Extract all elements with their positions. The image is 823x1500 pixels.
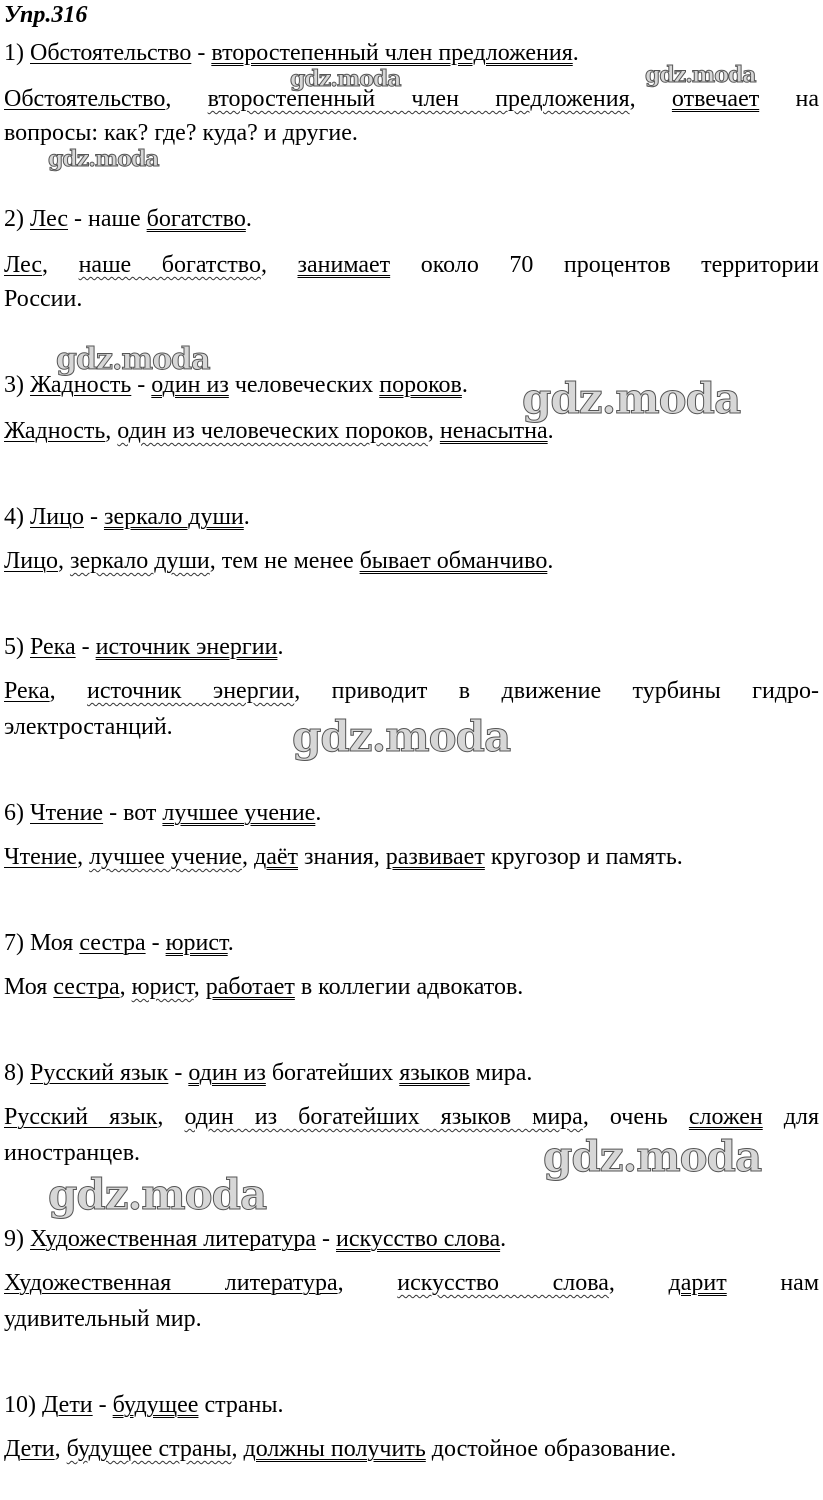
text-run: страны. [198, 1392, 284, 1418]
watermark: gdz.moda [543, 1132, 762, 1181]
text-run: иностранцев. [4, 1140, 141, 1166]
predicate-run: искусство слова [336, 1226, 501, 1252]
text-run: , [260, 252, 298, 278]
text-run: . [547, 548, 554, 574]
predicate-run: развивает [385, 844, 485, 870]
text-run: - [131, 372, 152, 398]
text-run: . [500, 1226, 507, 1252]
subject-run: Дети [4, 1436, 55, 1462]
predicate-run: отвечает [671, 86, 760, 112]
text-run: , [629, 86, 672, 112]
subject-run: Дети [42, 1392, 93, 1418]
text-run: , [105, 418, 118, 444]
predicate-run: ненасытна [439, 418, 548, 444]
subject-run: Река [30, 634, 76, 660]
item-number: 1) [4, 40, 30, 66]
watermark: gdz.moda [56, 342, 210, 377]
text-run: на [759, 86, 819, 112]
item-number: 7) [4, 930, 30, 956]
item-7-short [4, 928, 819, 958]
text-run: электростанций. [4, 714, 173, 740]
subject-run: Лес [4, 252, 43, 278]
subject-run: Обстоятельство [30, 40, 192, 66]
predicate-run: сложен [688, 1104, 763, 1130]
exercise-title: Упр.316 [4, 2, 88, 28]
text-run: кругозор и память. [484, 844, 683, 870]
text-run: около 70 процентов территории [390, 252, 820, 278]
text-run: . [461, 372, 468, 398]
text-run: , [165, 86, 208, 112]
item-9-full-cont [4, 1304, 819, 1334]
text-run: Моя [4, 974, 54, 1000]
text-run: - [191, 40, 212, 66]
appositive-run: второстепенный член предложения [207, 86, 630, 112]
text-run: - наше [68, 206, 147, 232]
text-run: удивительный мир. [4, 1306, 202, 1332]
item-number: 2) [4, 206, 30, 232]
text-run: , [427, 418, 440, 444]
text-run: . [243, 504, 250, 530]
item-2-short [4, 204, 819, 234]
subject-run: Река [4, 678, 50, 704]
item-number: 6) [4, 800, 30, 826]
predicate-run: должны получить [243, 1436, 426, 1462]
text-run: вопросы: как? где? куда? и другие. [4, 120, 358, 146]
item-number: 5) [4, 634, 30, 660]
item-10-full [4, 1434, 819, 1464]
item-3-full [4, 416, 819, 446]
item-5-full-cont [4, 712, 819, 742]
predicate-run: занимает [297, 252, 391, 278]
text-run: . [572, 40, 579, 66]
predicate-run: языков [399, 1060, 470, 1086]
text-run: - [92, 1392, 113, 1418]
appositive-run: юрист [131, 974, 194, 1000]
text-run: . [315, 800, 322, 826]
subject-run: сестра [53, 974, 120, 1000]
subject-run: Лицо [30, 504, 84, 530]
appositive-run: наше богатство [78, 252, 261, 278]
item-4-full [4, 546, 819, 576]
subject-run: Жадность [4, 418, 106, 444]
predicate-run: источник энергии [95, 634, 278, 660]
text-run: - [168, 1060, 189, 1086]
predicate-run: один из [188, 1060, 266, 1086]
text-run: - вот [103, 800, 163, 826]
text-run: . [245, 206, 252, 232]
text-run: , [54, 1436, 67, 1462]
text-run: - [145, 930, 166, 956]
predicate-run: пороков [379, 372, 462, 398]
item-7-full [4, 972, 819, 1002]
item-8-short [4, 1058, 819, 1088]
watermark: gdz.moda [290, 66, 401, 92]
watermark: gdz.moda [645, 62, 756, 88]
predicate-run: дарит [668, 1270, 727, 1296]
text-run: в коллегии адвокатов. [294, 974, 524, 1000]
item-number: 4) [4, 504, 30, 530]
text-run: , [42, 252, 79, 278]
text-run: . [227, 930, 234, 956]
item-number: 3) [4, 372, 30, 398]
watermark: gdz.moda [48, 1170, 267, 1219]
text-run: - [75, 634, 96, 660]
watermark: gdz.moda [48, 146, 159, 172]
predicate-run: лучшее учение [162, 800, 316, 826]
text-run: , [49, 678, 88, 704]
subject-run: Художественная литература [30, 1226, 317, 1252]
predicate-run: второстепенный член предложения [211, 40, 573, 66]
item-number: 9) [4, 1226, 30, 1252]
appositive-run: один из человеческих пороков [117, 418, 428, 444]
watermark: gdz.moda [292, 712, 511, 761]
watermark: gdz.moda [522, 374, 741, 423]
predicate-run: бывает обманчиво [359, 548, 548, 574]
subject-run: Жадность [30, 372, 132, 398]
appositive-run: один из богатейших языков мира [184, 1104, 583, 1130]
text-run: , очень [582, 1104, 689, 1130]
text-run: . [277, 634, 284, 660]
appositive-run: зеркало души [69, 548, 210, 574]
text-run: . [547, 418, 554, 444]
predicate-run: богатство [146, 206, 246, 232]
text-run: знания, [298, 844, 386, 870]
item-4-short [4, 502, 819, 532]
item-number: 10) [4, 1392, 42, 1418]
text-run: , [193, 974, 206, 1000]
item-1-full-cont [4, 118, 819, 148]
item-9-full [4, 1268, 819, 1298]
text-run: , [608, 1270, 669, 1296]
text-run: нам [726, 1270, 820, 1296]
item-number: 8) [4, 1060, 30, 1086]
predicate-run: работает [205, 974, 295, 1000]
subject-run: Русский язык [30, 1060, 169, 1086]
item-6-full [4, 842, 819, 872]
text-run: достойное образование. [425, 1436, 677, 1462]
text-run: , [157, 1104, 185, 1130]
item-3-short [4, 370, 819, 400]
subject-run: Чтение [30, 800, 104, 826]
item-1-full [4, 84, 819, 114]
subject-run: Лес [30, 206, 69, 232]
item-9-short [4, 1224, 819, 1254]
text-run: , приводит в движение турбины гидро- [294, 678, 820, 704]
subject-run: Лицо [4, 548, 58, 574]
predicate-run: даёт [253, 844, 298, 870]
item-2-full-cont [4, 284, 819, 314]
subject-run: Обстоятельство [4, 86, 166, 112]
item-5-short [4, 632, 819, 662]
item-8-full [4, 1102, 819, 1132]
appositive-run: лучшее учение [89, 844, 242, 870]
appositive-run: искусство слова [397, 1270, 609, 1296]
subject-run: сестра [79, 930, 146, 956]
text-run: Моя [30, 930, 80, 956]
text-run: - [316, 1226, 337, 1252]
item-10-short [4, 1390, 819, 1420]
text-run: богатейших [265, 1060, 400, 1086]
predicate-run: будущее [112, 1392, 199, 1418]
text-run: , тем не менее [209, 548, 360, 574]
appositive-run: будущее страны [66, 1436, 232, 1462]
text-run: , [231, 1436, 244, 1462]
predicate-run: юрист [165, 930, 228, 956]
text-run: , [77, 844, 90, 870]
text-run: мира. [469, 1060, 533, 1086]
appositive-run: источник энергии [87, 678, 295, 704]
item-1-short [4, 38, 819, 68]
predicate-run: зеркало души [103, 504, 244, 530]
text-run: России. [4, 286, 83, 312]
subject-run: Русский язык [4, 1104, 158, 1130]
item-5-full [4, 676, 819, 706]
text-run: - [83, 504, 104, 530]
text-run: , [57, 548, 70, 574]
text-run: , [119, 974, 132, 1000]
item-6-short [4, 798, 819, 828]
text-run: , [337, 1270, 398, 1296]
subject-run: Художественная литература [4, 1270, 338, 1296]
item-8-full-cont [4, 1138, 819, 1168]
text-run: , [241, 844, 254, 870]
item-2-full [4, 250, 819, 280]
text-run: человеческих [228, 372, 380, 398]
text-run: для [762, 1104, 820, 1130]
subject-run: Чтение [4, 844, 78, 870]
predicate-run: один из [151, 372, 229, 398]
